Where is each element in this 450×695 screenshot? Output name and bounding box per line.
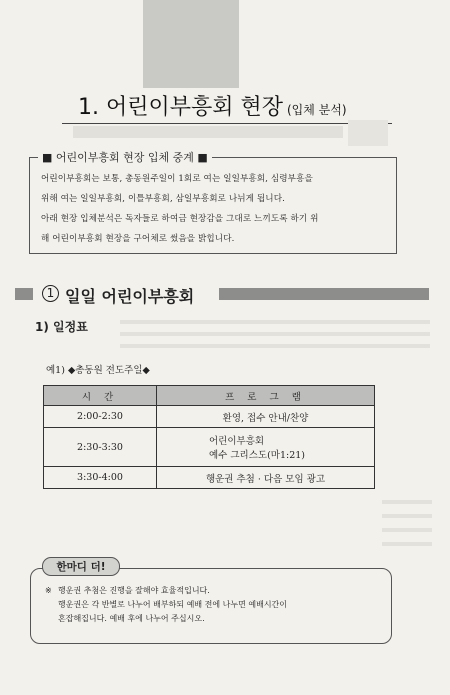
summary-line: 아래 현장 입체분석은 독자들로 하여금 현장감을 그대로 느끼도록 하기 위 xyxy=(41,214,319,224)
bleed-through-artifact xyxy=(348,120,388,146)
bleed-through-artifact xyxy=(73,126,343,138)
time-cell: 2:30-3:30 xyxy=(44,428,157,467)
reference-mark: ※ xyxy=(45,586,52,595)
summary-line: 해 어린이부흥회 현장을 구어체로 썼음을 밝힙니다. xyxy=(41,234,235,244)
column-header-program: 프 로 그 램 xyxy=(157,386,375,406)
note-tab: 한마디 더! xyxy=(42,557,120,576)
note-line: 행운권은 각 반별로 나누어 배부하되 예배 전에 나누면 예배시간이 xyxy=(58,600,287,609)
table-row xyxy=(44,428,375,467)
top-gray-block xyxy=(143,0,239,88)
section-bar-right xyxy=(219,288,429,300)
time-cell: 3:30-4:00 xyxy=(44,467,157,489)
summary-box xyxy=(29,151,397,254)
summary-title: ■ 어린이부흥회 현장 입체 중계 ■ xyxy=(38,149,212,165)
program-cell: 환영, 접수 안내/찬양 xyxy=(157,406,375,428)
note-line: 혼잡해집니다. 예배 후에 나누어 주십시오. xyxy=(58,614,205,623)
program-cell: 행운권 추첨 · 다음 모임 광고 xyxy=(157,467,375,489)
note-line: 행운권 추첨은 진행을 잘해야 효율적입니다. xyxy=(58,586,210,595)
summary-line: 위해 여는 일일부흥회, 이틀부흥회, 삼일부흥회로 나뉘게 됩니다. xyxy=(41,194,285,204)
section-number-badge: 1 xyxy=(42,285,59,302)
table-row xyxy=(44,406,375,428)
summary-text xyxy=(41,169,389,249)
page-subtitle: (입체 분석) xyxy=(287,103,347,117)
section-bar-left xyxy=(15,288,33,300)
summary-line: 어린이부흥회는 보통, 총동원주일이 1회로 여는 일일부흥회, 심령부흥을 xyxy=(41,174,313,184)
schedule-table xyxy=(43,385,375,489)
bleed-through-artifact xyxy=(120,320,430,360)
title-underline xyxy=(62,123,392,124)
column-header-time: 시 간 xyxy=(44,386,157,406)
subheading: 1) 일정표 xyxy=(35,320,88,334)
program-line: 어린이부흥회 xyxy=(209,436,265,447)
page-title xyxy=(78,90,347,121)
section-title: 일일 어린이부흥회 xyxy=(65,287,195,306)
program-line: 예수 그리스도(마1:21) xyxy=(209,450,306,461)
table-header-row xyxy=(44,386,375,406)
time-cell: 2:00-2:30 xyxy=(44,406,157,428)
bleed-through-artifact xyxy=(382,500,432,570)
note-text xyxy=(45,584,378,626)
table-row xyxy=(44,467,375,489)
program-cell xyxy=(157,428,375,467)
example-label: 예1) ◆총동원 전도주일◆ xyxy=(46,365,150,376)
section-heading xyxy=(15,285,429,306)
page-title-text: 1. 어린이부흥회 현장 xyxy=(78,95,283,120)
